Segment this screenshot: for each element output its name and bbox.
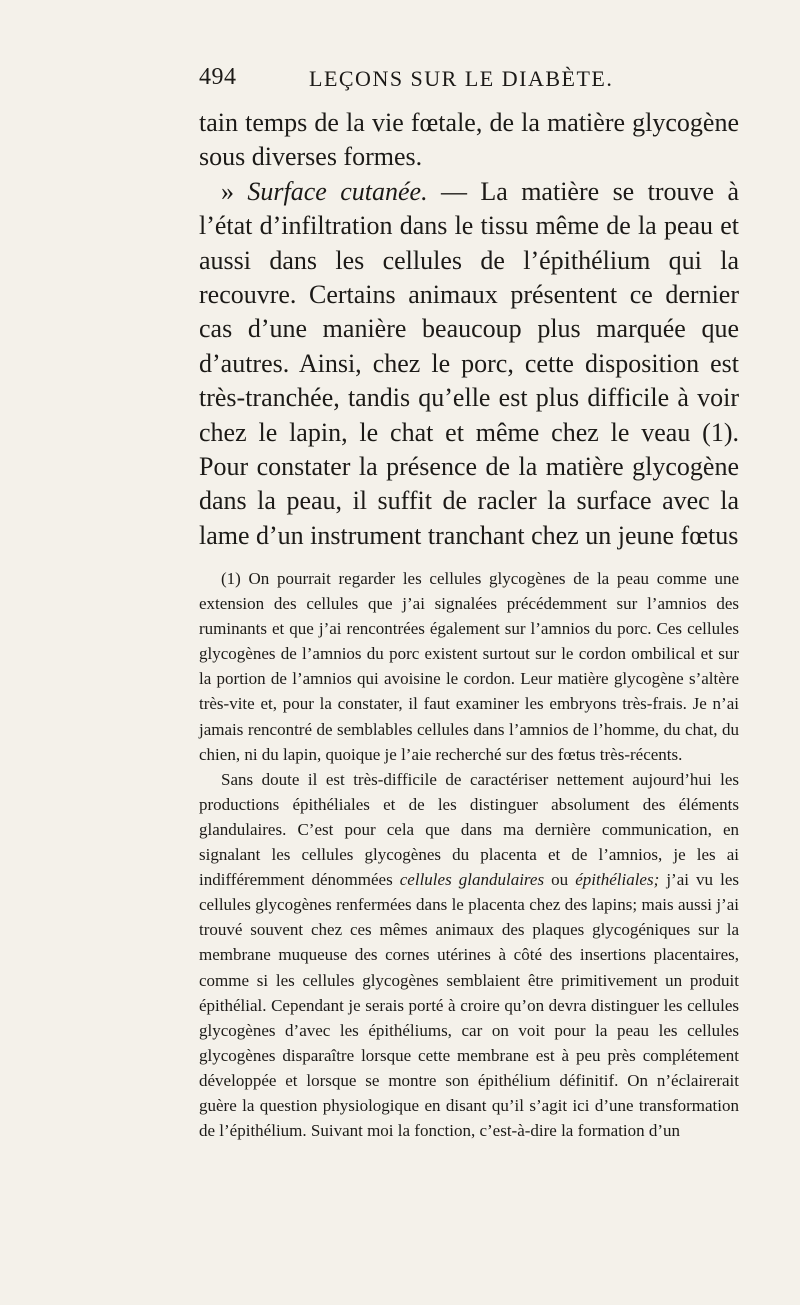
page-number: 494 (199, 64, 237, 90)
footnote-1: (1) On pourrait regarder les cellules glycogènes de la peau comme une extension des cellules que j’ai signalées précédemment sur l’amnios des ruminants et que j’ai rencontrées également sur l’amnios du porc. Ces cellules glycogènes de l’amnios du porc existent surtout sur le cordon ombilical et sur la portion de l’amnios qui avoisine le cordon. Leur matière glycogène s’altère très-vite et, pour la constater, il faut examiner les embryons très-frais. Je n’ai jamais rencontré de semblables cellules dans l’amnios de l’homme, du chat, du chien, ni du lapin, quoique je l’aie recherché sur des fœtus très-récents. (199, 569, 739, 764)
footnotes (199, 566, 739, 1143)
footnote-emphasis-glandulaires: cellules glandulaires (399, 870, 545, 890)
running-title: LEÇONS SUR LE DIABÈTE. (309, 66, 614, 91)
section-title-surface-cutanee: Surface cutanée. (247, 176, 428, 206)
paragraph-2-text: — La matière se trouve à l’état d’infiltration dans le tissu même de la peau et aussi dans les cellules de l’épithélium qui la recouvre. Certains animaux présentent ce dernier cas d’une manière beaucoup plus marquée que d’autres. Ainsi, chez le porc, cette disposition est très-tranchée, tandis qu’elle est plus difficile à voir chez le lapin, le chat et même chez le veau (1). Pour constater la présence de la matière glycogène dans la peau, il suffit de racler la surface avec la lame d’un instrument tranchant chez un jeune fœtus (199, 176, 739, 550)
main-text (199, 106, 739, 553)
paragraph-2-prefix: » (221, 176, 248, 206)
page-header (199, 64, 739, 94)
footnote-text-c: j’ai vu les cellules glycogènes renfermées dans le placenta chez des lapins; mais aussi j’ai trouvé souvent chez ces mêmes animaux des plaques glycogéniques sur la membrane muqueuse des cornes utérines à côté des insertions placentaires, comme si les cellules glycogènes semblaient être primitivement un produit épithélial. Cependant je serais porté à croire qu’on devra distinguer les cellules glycogènes d’avec les épithéliums, car on voit pour la peau les cellules glycogènes disparaître lorsque cette membrane est à peu près complétement développée et lorsque se montre son épithélium définitif. On n’éclairerait guère la question physiologique en disant qu’il s’agit ici d’une transformation de l’épithélium. Suivant moi la fonction, c’est-à-dire la formation d’un (199, 870, 739, 1141)
footnote-1-continued (199, 767, 739, 1143)
paragraph-2 (199, 175, 739, 553)
footnote-text-a: Sans doute il est très-difficile de caractériser nettement aujourd’hui les productions épithéliales et de les distinguer absolument des éléments glandulaires. C’est pour cela que dans ma dernière communication, en signalant les cellules glycogènes du placenta et de l’amnios, je les ai indifféremment dénommées (199, 769, 739, 890)
paragraph-1: tain temps de la vie fœtale, de la matière glycogène sous diverses formes. (199, 108, 739, 172)
footnote-text-b: ou (544, 870, 576, 890)
footnote-emphasis-epitheliales: épithéliales; (575, 870, 660, 890)
